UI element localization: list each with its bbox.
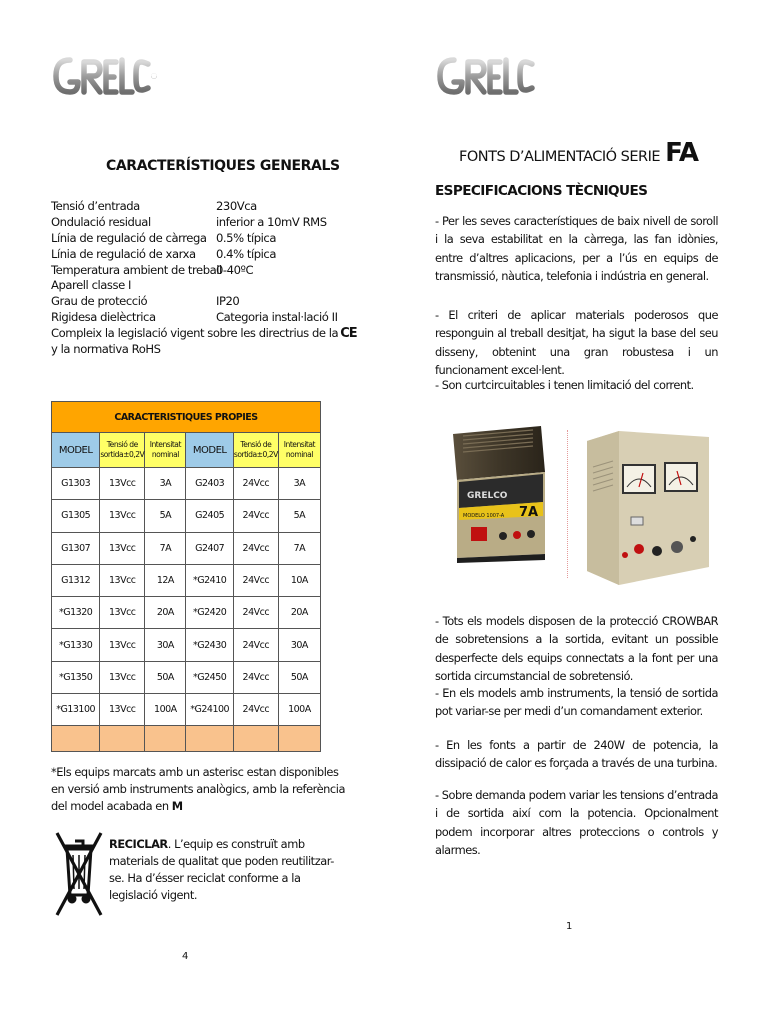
- col-header-voltage-line1: Tensió de: [240, 440, 272, 449]
- table-cell: *G1350: [52, 661, 100, 693]
- spec-row: [51, 310, 351, 326]
- weee-bin-graphic: [55, 829, 103, 920]
- spec-paragraph: - El criteri de aplicar materials poderosos que responguin al treball desitjat, ha sigut la base del seu disseny, obtenint una gran robustesa i un funcionament excel·lent.: [435, 308, 718, 377]
- table-title: CARACTERISTIQUES PROPIES: [52, 402, 321, 433]
- table-row: [52, 597, 321, 629]
- table-cell: *G1320: [52, 597, 100, 629]
- spec-key: Línia de regulació de càrrega: [51, 230, 207, 245]
- col-header-voltage-line2: sortida±0,2V: [233, 450, 278, 459]
- table-empty-row: [52, 726, 321, 752]
- table-cell: 100A: [145, 694, 186, 726]
- spec-paragraph: - En els models amb instruments, la tensió de sortida pot variar-se per medi d’un comandament exterior.: [435, 686, 718, 719]
- table-cell: *G13100: [52, 694, 100, 726]
- col-header-model: MODEL: [186, 433, 233, 468]
- asterisk-note: [51, 764, 351, 815]
- table-cell: 13Vcc: [100, 694, 145, 726]
- spec-value: inferior a 10mV RMS: [216, 214, 327, 229]
- table-cell: 24Vcc: [233, 564, 278, 596]
- col-header-current: [278, 433, 320, 468]
- grelco-logo: [52, 52, 158, 102]
- spec-paragraph: - En les fonts a partir de 240W de potencia, la dissipació de calor es forçada a través de una turbina.: [435, 738, 718, 771]
- technical-specs-heading: ESPECIFICACIONS TÈCNIQUES: [435, 183, 648, 199]
- page-number: 4: [182, 951, 189, 962]
- spec-paragraph: - Tots els models disposen de la protecció CROWBAR de sobretensions a la sortida, evitant un possible desperfecte dels equips connectats a la font per una sortida circumstancial de sobretensió.: [435, 614, 718, 683]
- table-cell: 3A: [145, 468, 186, 500]
- series-title-code: FA: [665, 138, 699, 168]
- photo-separator: [567, 430, 568, 578]
- table-cell: 20A: [145, 597, 186, 629]
- table-cell: G2403: [186, 468, 233, 500]
- asterisk-note-suffix: M: [171, 799, 183, 813]
- spec-row: [51, 247, 351, 263]
- table-row: [52, 564, 321, 596]
- table-cell: 24Vcc: [233, 532, 278, 564]
- table-cell: 24Vcc: [233, 661, 278, 693]
- spec-value: IP20: [216, 294, 240, 309]
- table-cell: [186, 726, 233, 752]
- table-cell: 24Vcc: [233, 629, 278, 661]
- table-cell: [278, 726, 320, 752]
- table-cell: 50A: [145, 661, 186, 693]
- table-cell: *G2450: [186, 661, 233, 693]
- spec-row: [51, 278, 351, 294]
- spec-paragraph: - Sobre demanda podem variar les tensions d’entrada i de sortida així com la potencia. Opcionalment podem incorporar altres proteccions o controls y alarmes.: [435, 788, 718, 857]
- table-cell: 5A: [145, 500, 186, 532]
- col-header-voltage: [100, 433, 145, 468]
- spec-value: [216, 278, 351, 294]
- col-header-voltage-line2: sortida±0,2V: [100, 450, 145, 459]
- spec-row: [51, 215, 351, 231]
- spec-value: 230Vca: [216, 199, 257, 213]
- spec-key: Temperatura ambient de treball: [51, 262, 222, 277]
- compliance-line-2: [51, 342, 351, 358]
- table-cell: G1303: [52, 468, 100, 500]
- table-cell: 30A: [278, 629, 320, 661]
- table-cell: 13Vcc: [100, 468, 145, 500]
- spec-value: 0.4% típica: [216, 246, 277, 261]
- table-cell: G2405: [186, 500, 233, 532]
- general-spec-list: [51, 199, 357, 358]
- table-row: [52, 468, 321, 500]
- table-row: [52, 500, 321, 532]
- recycle-text: . L’equip es construït amb materials de qualitat que poden reutilitzar-se. Ha d’ésser reciclat conforme a la legislació vigent.: [109, 837, 334, 902]
- table-cell: 13Vcc: [100, 661, 145, 693]
- col-header-current-line2: nominal: [151, 450, 179, 459]
- series-title: [459, 138, 698, 168]
- col-header-current-line1: Intensitat: [283, 440, 315, 449]
- table-header-row: [52, 433, 321, 468]
- spec-key: Aparell classe I: [51, 278, 131, 293]
- grelco-logo-graphic: [436, 52, 542, 102]
- power-supply-photo-large: [581, 427, 712, 587]
- table-cell: 13Vcc: [100, 500, 145, 532]
- spec-paragraph: - Son curtcircuitables i tenen limitació del corrent.: [435, 378, 694, 392]
- table-cell: 13Vcc: [100, 564, 145, 596]
- col-header-voltage: [233, 433, 278, 468]
- series-title-main: FONTS D’ALIMENTACIÓ SERIE: [459, 149, 661, 165]
- spec-value: 0-40ºC: [216, 262, 254, 277]
- table-cell: 12A: [145, 564, 186, 596]
- table-row: [52, 629, 321, 661]
- table-cell: G2407: [186, 532, 233, 564]
- compliance-text: Compleix la legislació vigent sobre les directrius de la: [51, 326, 339, 341]
- table-cell: [100, 726, 145, 752]
- spec-row: [51, 231, 351, 247]
- table-cell: 24Vcc: [233, 694, 278, 726]
- col-header-current: [145, 433, 186, 468]
- table-cell: 24Vcc: [233, 500, 278, 532]
- table-cell: 100A: [278, 694, 320, 726]
- spec-value: 0.5% típica: [216, 230, 277, 245]
- spec-row: [51, 199, 351, 215]
- table-cell: G1312: [52, 564, 100, 596]
- power-supply-photo-small: [445, 424, 549, 563]
- compliance-line: [51, 326, 357, 342]
- table-title-row: [52, 402, 321, 433]
- spec-value: Categoria instal·lació II: [216, 310, 338, 325]
- spec-key: Tensió d’entrada: [51, 199, 140, 213]
- table-cell: 13Vcc: [100, 597, 145, 629]
- table-cell: 13Vcc: [100, 532, 145, 564]
- page-number: 1: [566, 921, 573, 932]
- table-row: [52, 532, 321, 564]
- table-cell: [52, 726, 100, 752]
- table-cell: 30A: [145, 629, 186, 661]
- table-cell: 20A: [278, 597, 320, 629]
- models-table: [51, 401, 321, 752]
- recycle-label: RECICLAR: [109, 837, 168, 851]
- table-cell: 7A: [145, 532, 186, 564]
- rohs-text: y la normativa RoHS: [51, 342, 161, 357]
- table-cell: 24Vcc: [233, 468, 278, 500]
- table-cell: *G2410: [186, 564, 233, 596]
- grelco-logo-graphic: [52, 52, 158, 102]
- table-row: [52, 694, 321, 726]
- asterisk-note-text: *Els equips marcats amb un asterisc estan disponibles en versió amb instruments analògics, amb la referència del model acabada en: [51, 765, 345, 813]
- spec-row: [51, 263, 351, 279]
- table-cell: 10A: [278, 564, 320, 596]
- photo-a-model: MODELO 1007-A: [463, 513, 505, 519]
- table-cell: 5A: [278, 500, 320, 532]
- table-cell: 24Vcc: [233, 597, 278, 629]
- table-cell: 50A: [278, 661, 320, 693]
- table-cell: [145, 726, 186, 752]
- table-cell: 13Vcc: [100, 629, 145, 661]
- weee-bin-icon: [55, 829, 103, 920]
- photo-a-current: 7A: [519, 505, 539, 520]
- table-cell: *G24100: [186, 694, 233, 726]
- table-cell: [233, 726, 278, 752]
- table-row: [52, 661, 321, 693]
- spec-key: Rigidesa dielèctrica: [51, 310, 156, 325]
- table-cell: 7A: [278, 532, 320, 564]
- col-header-model: MODEL: [52, 433, 100, 468]
- spec-paragraph: - Per les seves característiques de baix nivell de soroll i la seva estabilitat en la càrrega, las fan idònies, entre d’altres aplicacions, per a l’ús en equips de transmissió, nàutica, telefonia i indústria en general.: [435, 214, 718, 283]
- ce-mark-icon: CE: [340, 326, 357, 342]
- spec-key: Línia de regulació de xarxa: [51, 246, 196, 261]
- col-header-current-line2: nominal: [285, 450, 313, 459]
- spec-key: Grau de protecció: [51, 294, 148, 309]
- spec-key: Ondulació residual: [51, 214, 151, 229]
- recycle-note: [109, 836, 349, 904]
- spec-row: [51, 294, 351, 310]
- table-cell: *G1330: [52, 629, 100, 661]
- table-cell: G1307: [52, 532, 100, 564]
- col-header-voltage-line1: Tensió de: [106, 440, 138, 449]
- table-cell: *G2420: [186, 597, 233, 629]
- general-characteristics-title: CARACTERÍSTIQUES GENERALS: [106, 158, 340, 174]
- table-cell: 3A: [278, 468, 320, 500]
- table-cell: G1305: [52, 500, 100, 532]
- col-header-current-line1: Intensitat: [149, 440, 181, 449]
- table-cell: *G2430: [186, 629, 233, 661]
- grelco-logo: [436, 52, 542, 102]
- svg-text:GRELCO: GRELCO: [467, 491, 508, 501]
